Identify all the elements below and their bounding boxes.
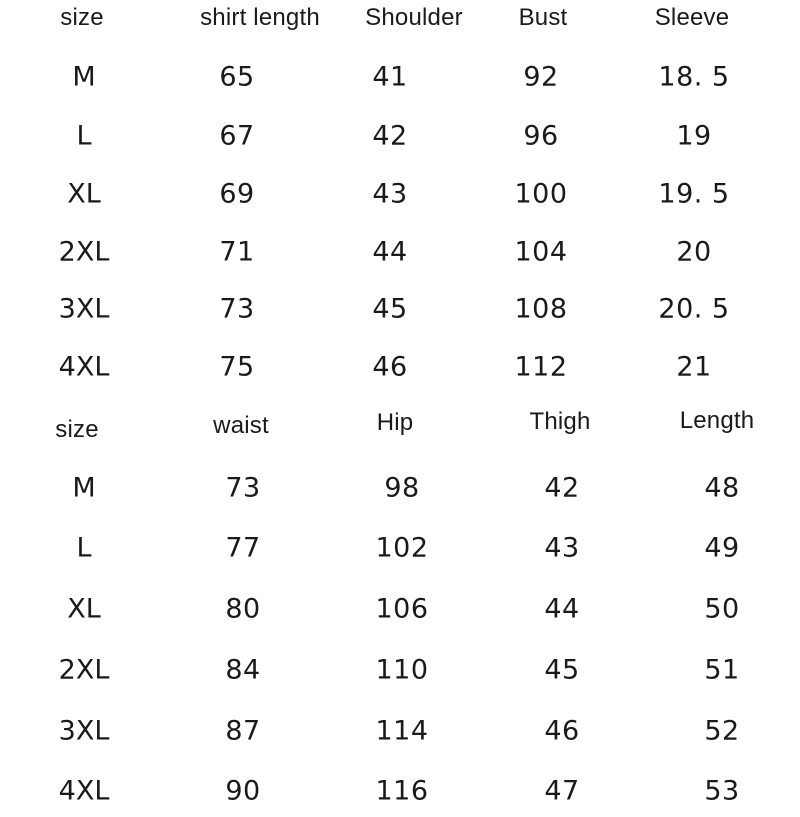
bottom-table-row-1-col3-value: 98: [384, 472, 420, 504]
bottom-table-row-5-col5-value: 52: [704, 715, 740, 747]
top-table-row-4-col2-value: 71: [219, 236, 255, 268]
top-table-row-5-col2-value: 73: [219, 293, 255, 325]
bottom-table-row-4-col4-value: 45: [544, 654, 580, 686]
bottom-table-row-6-col5-value: 53: [704, 775, 740, 807]
bottom-table-header-size: size: [55, 416, 99, 443]
bottom-table-row-5-col2-value: 87: [225, 715, 261, 747]
top-table-row-6-col5-value: 21: [676, 351, 712, 383]
top-table-row-2-col4-value: 96: [523, 120, 559, 152]
top-table-row-6-col3-value: 46: [372, 351, 408, 383]
bottom-table-row-5-col3-value: 114: [375, 715, 429, 747]
bottom-table-row-3-col3-value: 106: [375, 593, 429, 625]
bottom-table-row-2-col4-value: 43: [544, 532, 580, 564]
bottom-table-row-1-col4-value: 42: [544, 472, 580, 504]
top-table-header-size: size: [60, 4, 104, 31]
top-table-row-2-col5-value: 19: [676, 120, 712, 152]
bottom-table-row-4-col2-value: 84: [225, 654, 261, 686]
top-table-row-3-col2-value: 69: [219, 178, 255, 210]
bottom-table-row-5-size-label: 3XL: [58, 715, 110, 747]
top-table-row-3-col5-value: 19. 5: [658, 178, 730, 210]
top-table-row-5-col3-value: 45: [372, 293, 408, 325]
size-chart-bottom-table: [0, 398, 800, 817]
top-table-row-6-size-label: 4XL: [58, 351, 110, 383]
top-table-row-6-col2-value: 75: [219, 351, 255, 383]
bottom-table-row-6-col4-value: 47: [544, 775, 580, 807]
bottom-table-row-6-size-label: 4XL: [58, 775, 110, 807]
bottom-table-row-3-size-label: XL: [67, 593, 101, 625]
top-table-row-1-col3-value: 41: [372, 61, 408, 93]
bottom-table-header-col4: Thigh: [529, 408, 591, 435]
bottom-table-row-3-col2-value: 80: [225, 593, 261, 625]
top-table-row-4-size-label: 2XL: [58, 236, 110, 268]
top-table-row-2-col3-value: 42: [372, 120, 408, 152]
bottom-table-row-1-size-label: M: [72, 472, 96, 504]
bottom-table-row-6-col2-value: 90: [225, 775, 261, 807]
bottom-table-header-col3: Hip: [376, 409, 414, 436]
bottom-table-row-4-col5-value: 51: [704, 654, 740, 686]
bottom-table-row-6-col3-value: 116: [375, 775, 429, 807]
top-table-row-3-col4-value: 100: [514, 178, 568, 210]
top-table-row-2-size-label: L: [76, 120, 92, 152]
bottom-table-row-3-col5-value: 50: [704, 593, 740, 625]
top-table-row-3-col3-value: 43: [372, 178, 408, 210]
top-table-row-1-col5-value: 18. 5: [658, 61, 730, 93]
bottom-table-row-2-col2-value: 77: [225, 532, 261, 564]
bottom-table-row-4-size-label: 2XL: [58, 654, 110, 686]
top-table-row-3-size-label: XL: [67, 178, 101, 210]
top-table-row-4-col4-value: 104: [514, 236, 568, 268]
top-table-row-1-size-label: M: [72, 61, 96, 93]
top-table-row-6-col4-value: 112: [514, 351, 568, 383]
top-table-row-5-col5-value: 20. 5: [658, 293, 730, 325]
bottom-table-row-2-size-label: L: [76, 532, 92, 564]
bottom-table-header-col2: waist: [213, 412, 269, 439]
bottom-table-row-1-col2-value: 73: [225, 472, 261, 504]
top-table-header-col4: Bust: [518, 4, 568, 31]
top-table-row-5-size-label: 3XL: [58, 293, 110, 325]
top-table-header-col3: Shoulder: [365, 4, 463, 31]
bottom-table-row-1-col5-value: 48: [704, 472, 740, 504]
bottom-table-row-2-col5-value: 49: [704, 532, 740, 564]
bottom-table-row-5-col4-value: 46: [544, 715, 580, 747]
top-table-row-5-col4-value: 108: [514, 293, 568, 325]
top-table-row-4-col3-value: 44: [372, 236, 408, 268]
bottom-table-row-4-col3-value: 110: [375, 654, 429, 686]
top-table-row-2-col2-value: 67: [219, 120, 255, 152]
size-chart-top-table: [0, 0, 800, 398]
top-table-header-col5: Sleeve: [654, 4, 730, 31]
top-table-row-1-col4-value: 92: [523, 61, 559, 93]
top-table-header-col2: shirt length: [200, 4, 320, 31]
bottom-table-header-col5: Length: [679, 407, 755, 434]
top-table-row-4-col5-value: 20: [676, 236, 712, 268]
top-table-row-1-col2-value: 65: [219, 61, 255, 93]
bottom-table-row-3-col4-value: 44: [544, 593, 580, 625]
bottom-table-row-2-col3-value: 102: [375, 532, 429, 564]
